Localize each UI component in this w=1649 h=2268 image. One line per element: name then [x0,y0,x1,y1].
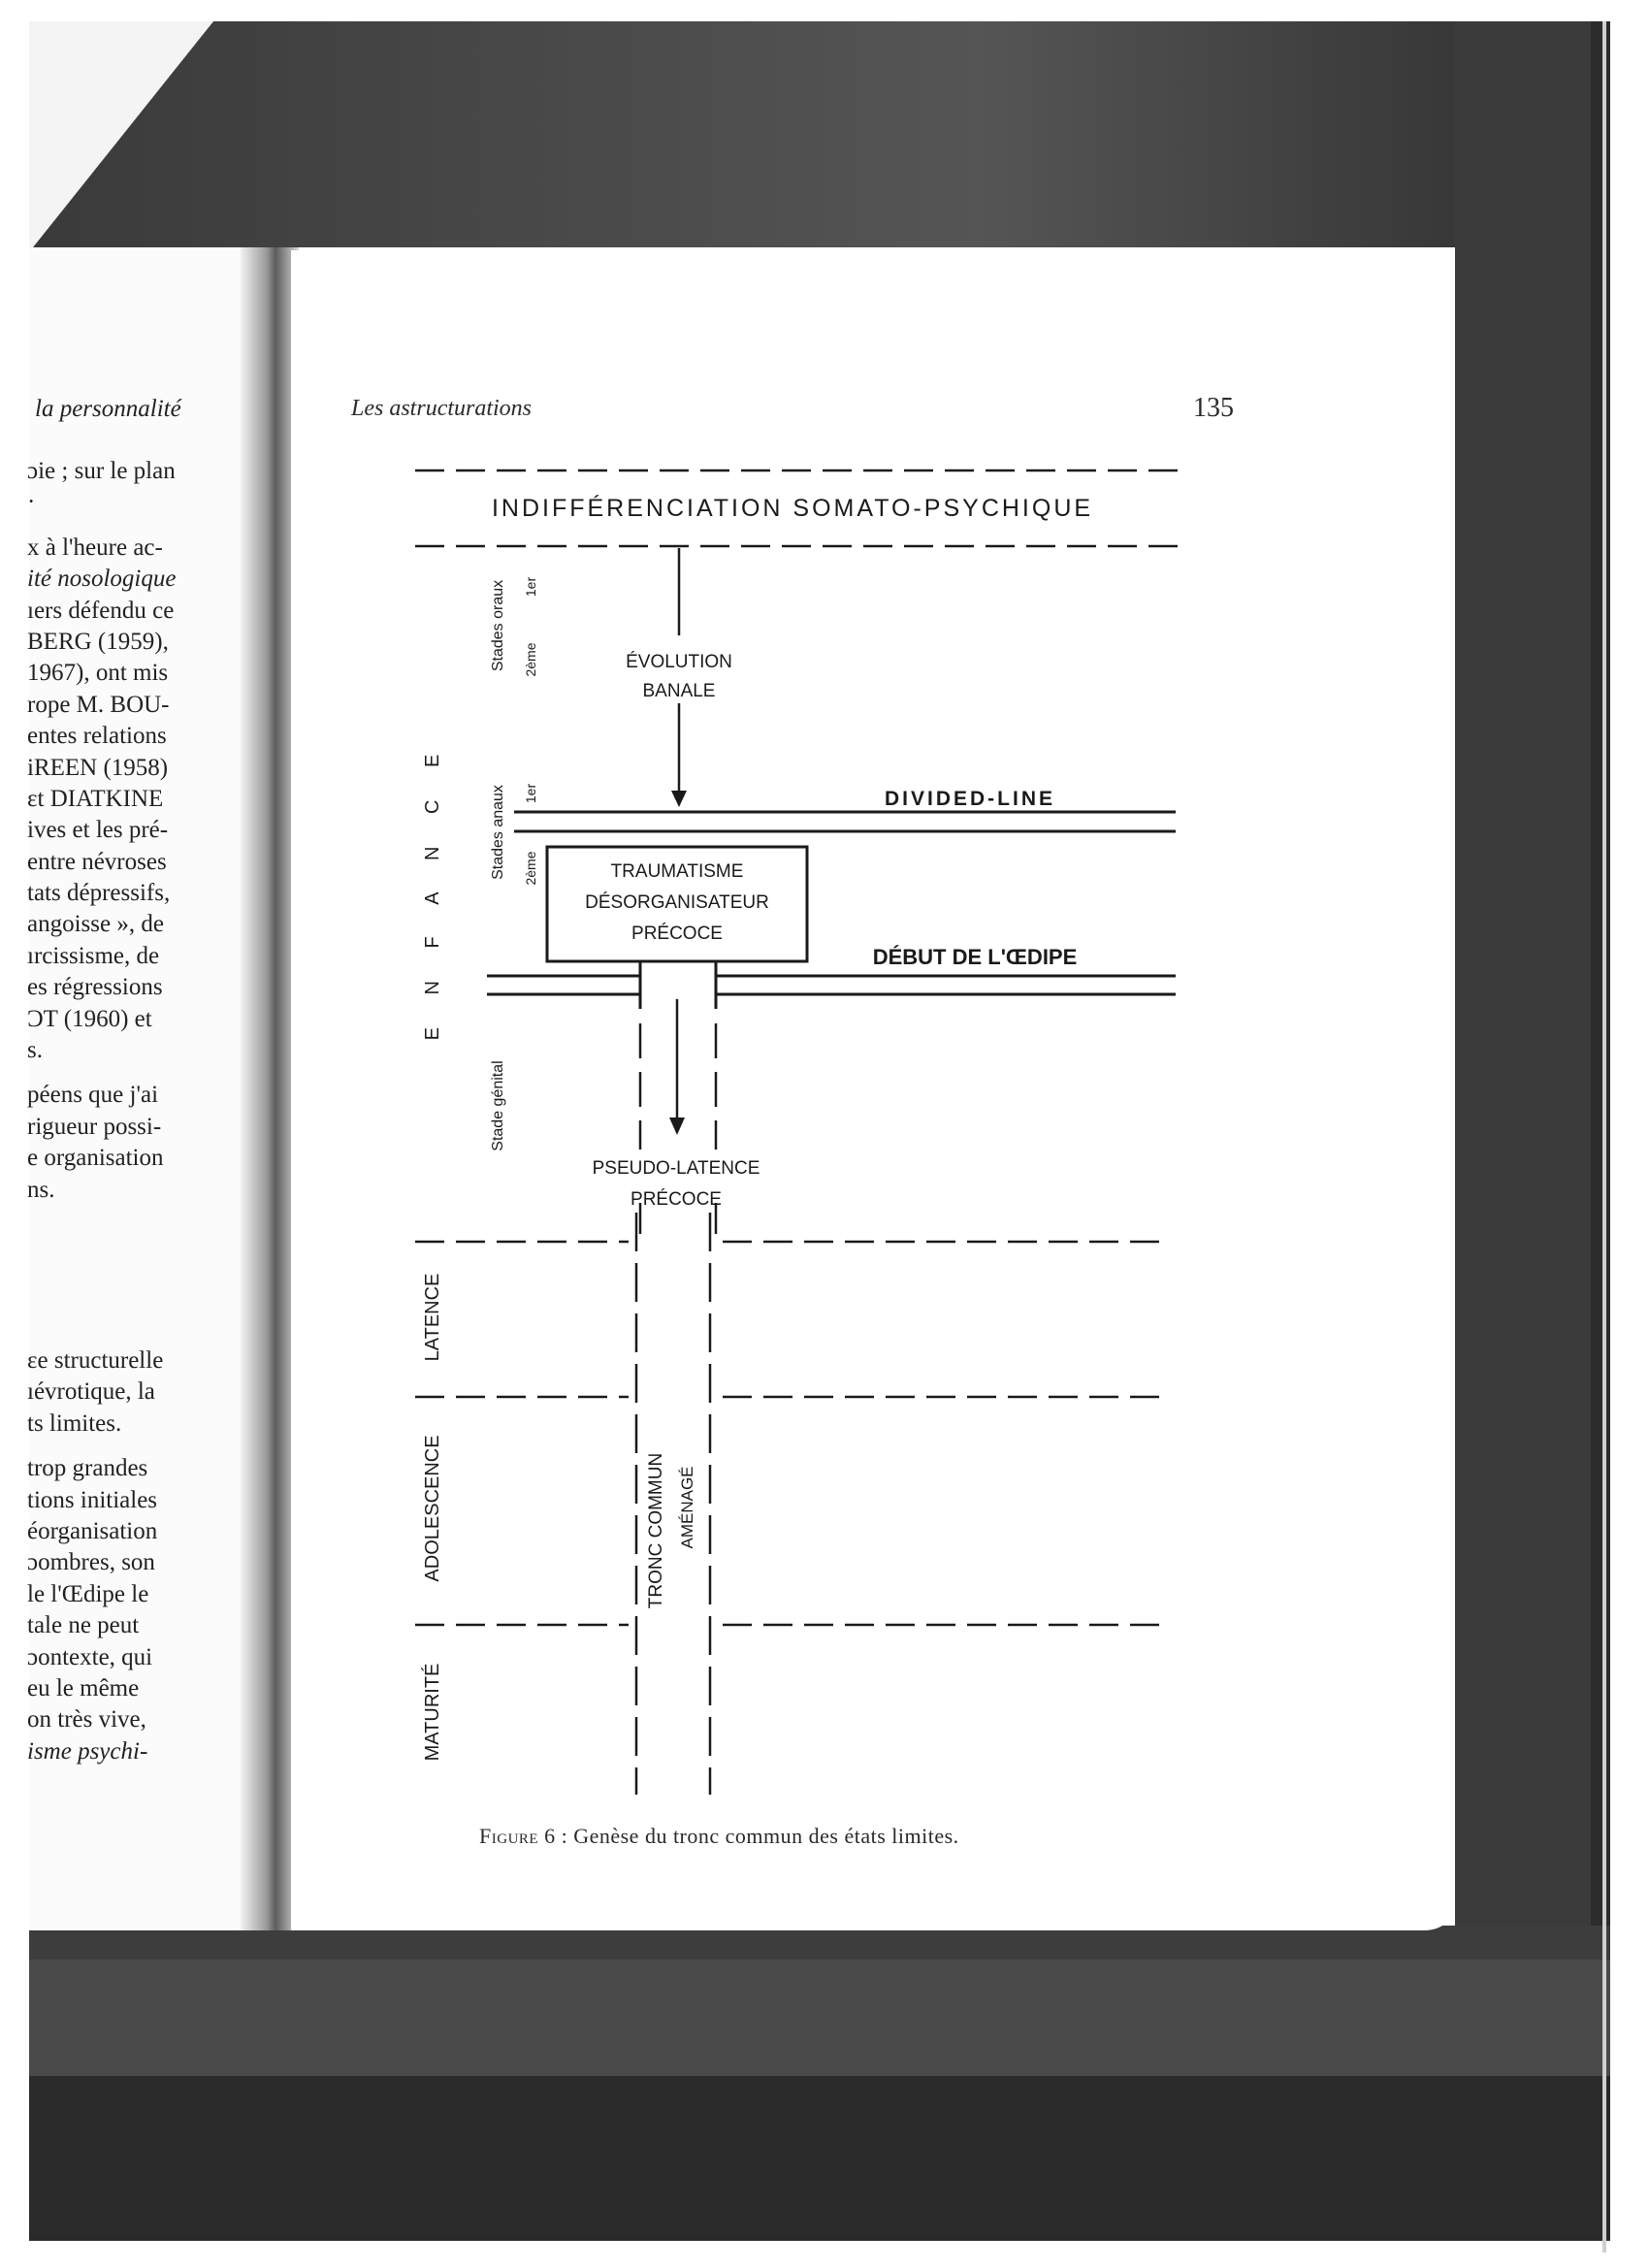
left-line: tions initiales [27,1486,158,1513]
tronc-label-2: AMÉNAGÉ [678,1466,696,1549]
left-line: ɛe structurelle [27,1346,164,1374]
left-line: isme psychi- [27,1737,148,1765]
left-line: on très vive, [27,1706,146,1733]
left-line: 1967), ont mis [27,660,169,687]
left-page-header: la personnalité [35,396,181,422]
left-line: angoisse », de [27,911,164,938]
left-line: ɔombres, son [27,1549,155,1576]
box-label-1: TRAUMATISME [610,861,744,882]
left-line: entes relations [27,723,167,750]
left-line: entre névroses [27,848,167,875]
left-line: e organisation [27,1145,164,1172]
stades-anaux-1er: 1er [523,783,538,804]
period-maturite: MATURITÉ [422,1663,443,1762]
left-line: eu le même [27,1674,140,1701]
running-head: Les astructurations [351,396,533,421]
left-line: trop grandes [27,1455,148,1482]
left-line: tats dépressifs, [27,880,171,907]
page-number: 135 [1193,393,1234,423]
left-line: ɔie ; sur le plan [27,458,176,484]
left-line: ƆT (1960) et [27,1005,152,1032]
left-line: ırcissisme, de [27,942,160,969]
stades-oraux-2eme: 2ème [523,642,538,677]
left-line: x à l'heure ac- [27,534,163,561]
left-line: ité nosologique [27,566,177,593]
left-line: iREEN (1958) [27,754,169,781]
stades-anaux-2eme: 2ème [523,851,538,886]
stades-anaux-label: Stades anaux [490,785,506,880]
left-line: ıers défendu ce [27,597,175,624]
tronc-label-1: TRONC COMMUN [646,1452,666,1609]
evolution-label-2: BANALE [642,681,716,701]
left-line: ıévrotique, la [27,1378,155,1406]
left-line: · [27,489,36,516]
left-line: péens que j'ai [27,1082,159,1109]
left-line: es régressions [27,974,163,1001]
left-line: ɛt DIATKINE [27,785,164,812]
left-line: ns. [27,1176,55,1203]
period-latence: LATENCE [422,1273,443,1362]
left-line: ts limites. [27,1409,122,1437]
stades-oraux-1er: 1er [523,576,538,598]
left-line: tale ne peut [27,1612,140,1639]
evolution-label-1: ÉVOLUTION [626,652,732,672]
box-label-2: DÉSORGANISATEUR [585,892,769,913]
stades-oraux-label: Stades oraux [490,579,506,672]
left-line: le l'Œdipe le [27,1580,149,1607]
divided-line-label: DIVIDED-LINE [884,788,1056,810]
caption-label: Figure 6 [479,1824,556,1848]
diagram-title: INDIFFÉRENCIATION SOMATO-PSYCHIQUE [491,495,1094,522]
figure-caption [479,1824,959,1849]
pseudo-label-1: PSEUDO-LATENCE [592,1158,760,1179]
left-line: rigueur possi- [27,1113,162,1140]
oedipe-label: DÉBUT DE L'ŒDIPE [872,945,1078,969]
caption-sep: : [555,1824,574,1848]
pseudo-arrowhead [669,1118,685,1135]
box-label-3: PRÉCOCE [631,923,723,944]
evolution-arrowhead [671,791,687,807]
period-adolescence: ADOLESCENCE [422,1435,443,1582]
left-line: éorganisation [27,1517,158,1544]
stade-genital-label: Stade génital [490,1060,506,1151]
left-line: BERG (1959), [27,628,169,655]
pseudo-label-2: PRÉCOCE [630,1189,722,1210]
left-line: ives et les pré- [27,817,169,844]
period-enfance: E N F A N C E [422,740,443,1041]
left-line: rope M. BOU- [27,691,170,718]
left-line: ɔontexte, qui [27,1643,153,1670]
left-line: s. [27,1037,43,1064]
caption-text: Genèse du tronc commun des états limites. [573,1824,959,1848]
